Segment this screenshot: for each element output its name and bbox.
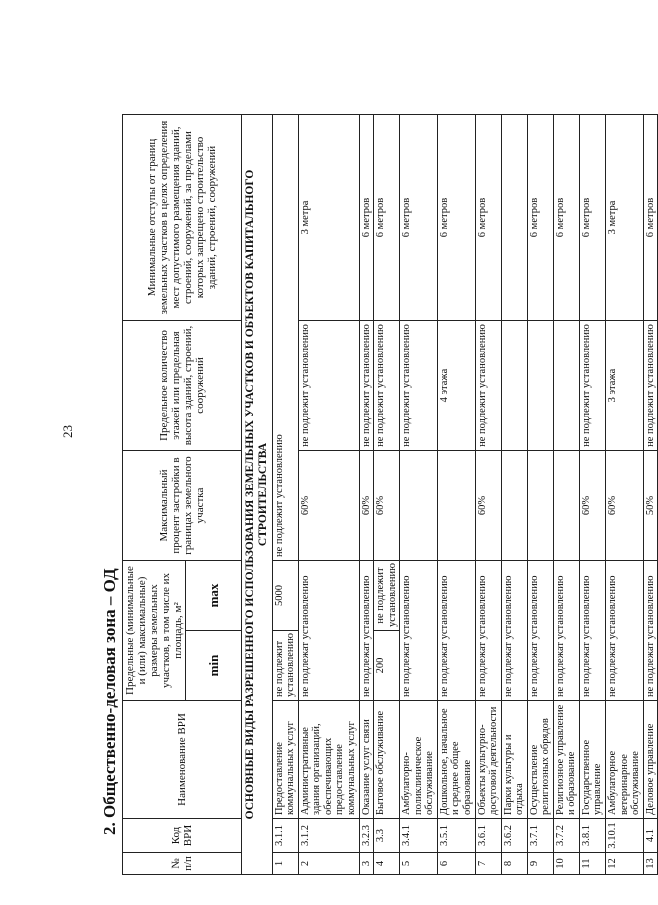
row-setback-empty — [501, 115, 527, 321]
row-num: 5 — [400, 853, 438, 875]
row-floors-empty — [553, 321, 579, 451]
row-merged: не подлежит установлению — [272, 115, 298, 561]
row-floors: не подлежит установлению — [400, 321, 438, 451]
row-code: 3.1.2 — [298, 819, 359, 853]
table-row — [437, 115, 475, 875]
row-floors: 4 этажа — [437, 321, 475, 451]
header-num: № п/п — [123, 853, 242, 875]
regulation-table-container — [122, 115, 658, 875]
row-name: Дошкольное, начальное и среднее общее образование — [437, 701, 475, 819]
row-size: не подлежат установлению — [437, 561, 475, 701]
row-max: не подлежит установлению — [374, 561, 400, 631]
row-setback: 6 метров — [643, 115, 658, 321]
row-setback: 6 метров — [579, 115, 605, 321]
row-percent: 60% — [374, 451, 400, 561]
row-size: не подлежат установлению — [475, 561, 501, 701]
row-percent-empty — [553, 451, 579, 561]
row-size: не подлежат установлению — [527, 561, 553, 701]
header-percent: Максимальный процент застройки в границах земельного участка — [123, 451, 242, 561]
row-num: 13 — [643, 853, 658, 875]
row-percent: 60% — [605, 451, 643, 561]
header-floors: Предельное количество этажей или предельная высота зданий, строений, сооружений — [123, 321, 242, 451]
row-name: Бытовое обслуживание — [374, 701, 400, 819]
row-floors: не подлежит установлению — [643, 321, 658, 451]
row-code: 3.5.1 — [437, 819, 475, 853]
table-row — [501, 115, 527, 875]
table-row — [359, 115, 374, 875]
row-size: не подлежат установлению — [298, 561, 359, 701]
row-code: 3.7.2 — [553, 819, 579, 853]
row-num: 8 — [501, 853, 527, 875]
header-max: max — [186, 561, 242, 631]
section-row — [242, 115, 272, 875]
regulation-table — [122, 114, 658, 875]
row-name: Предоставление коммунальных услуг — [272, 701, 298, 819]
table-row — [475, 115, 501, 875]
row-setback: 6 метров — [374, 115, 400, 321]
row-percent: 60% — [475, 451, 501, 561]
row-name: Государственное управление — [579, 701, 605, 819]
row-percent: 60% — [579, 451, 605, 561]
row-name: Парки культуры и отдыха — [501, 701, 527, 819]
row-setback: 6 метров — [475, 115, 501, 321]
row-num: 12 — [605, 853, 643, 875]
row-setback: 3 метра — [605, 115, 643, 321]
row-setback: 3 метра — [298, 115, 359, 321]
header-min: min — [186, 631, 242, 701]
row-min: не подлежит установлению — [272, 631, 298, 701]
table-row — [298, 115, 359, 875]
row-max: 5000 — [272, 561, 298, 631]
table-row — [272, 115, 298, 875]
row-num: 2 — [298, 853, 359, 875]
row-percent-empty — [527, 451, 553, 561]
row-setback: 6 метров — [527, 115, 553, 321]
row-percent-empty — [437, 451, 475, 561]
table-row — [579, 115, 605, 875]
row-code: 3.6.1 — [475, 819, 501, 853]
row-code: 3.4.1 — [400, 819, 438, 853]
row-code: 3.7.1 — [527, 819, 553, 853]
row-num: 6 — [437, 853, 475, 875]
table-row — [527, 115, 553, 875]
header-size-group: Предельные (минимальные и (или) максимальные) размеры земельных участков, в том числе их площадь, м² — [123, 561, 186, 701]
header-name: Наименование ВРИ — [123, 701, 242, 819]
row-setback: 6 метров — [553, 115, 579, 321]
row-num: 7 — [475, 853, 501, 875]
row-name: Амбулаторное ветеринарное обслуживание — [605, 701, 643, 819]
table-row — [643, 115, 658, 875]
row-name: Осуществление религиозных обрядов — [527, 701, 553, 819]
row-size: не подлежат установлению — [605, 561, 643, 701]
row-setback: 6 метров — [437, 115, 475, 321]
row-percent: 50% — [643, 451, 658, 561]
row-num: 10 — [553, 853, 579, 875]
table-row — [553, 115, 579, 875]
zone-title: 2. Общественно-деловая зона – ОД — [100, 568, 119, 835]
table-row — [400, 115, 438, 875]
row-num: 4 — [374, 853, 400, 875]
table-row — [605, 115, 643, 875]
header-row — [123, 115, 186, 875]
row-num: 9 — [527, 853, 553, 875]
row-name: Объекты культурно-досуговой деятельности — [475, 701, 501, 819]
row-num: 11 — [579, 853, 605, 875]
row-code: 3.3 — [374, 819, 400, 853]
header-setback: Минимальные отступы от границ земельных участков в целях определения мест допустимого размещения зданий, строений, сооружений, за пределами которых запрещено строительство зданий, строений, сооружений — [123, 115, 242, 321]
row-name: Деловое управление — [643, 701, 658, 819]
row-name: Амбулаторно-поликлиническое обслуживание — [400, 701, 438, 819]
table-row — [374, 115, 400, 875]
row-code: 3.1.1 — [272, 819, 298, 853]
row-code: 3.10.1 — [605, 819, 643, 853]
row-size: не подлежат установлению — [501, 561, 527, 701]
header-code: Код ВРИ — [123, 819, 242, 853]
row-name: Оказание услуг связи — [359, 701, 374, 819]
row-floors: 3 этажа — [605, 321, 643, 451]
row-percent: 60% — [298, 451, 359, 561]
page-number: 23 — [60, 425, 75, 438]
row-floors-empty — [527, 321, 553, 451]
row-name: Административные здания организаций, обеспечивающих предоставление коммунальных услуг — [298, 701, 359, 819]
row-code: 3.6.2 — [501, 819, 527, 853]
row-percent-empty — [501, 451, 527, 561]
row-num: 3 — [359, 853, 374, 875]
row-floors: не подлежит установлению — [579, 321, 605, 451]
row-size: не подлежат установлению — [579, 561, 605, 701]
row-code: 4.1 — [643, 819, 658, 853]
row-floors: не подлежит установлению — [298, 321, 359, 451]
row-floors: не подлежит установлению — [374, 321, 400, 451]
row-setback: 6 метров — [359, 115, 374, 321]
row-floors-empty — [501, 321, 527, 451]
section-title: ОСНОВНЫЕ ВИДЫ РАЗРЕШЕННОГО ИСПОЛЬЗОВАНИЯ ЗЕМЕЛЬНЫХ УЧАСТКОВ И ОБЪЕКТОВ КАПИТАЛЬНОГО СТРОИТЕЛЬСТВА — [242, 115, 272, 875]
row-code: 3.2.3 — [359, 819, 374, 853]
row-floors: не подлежит установлению — [359, 321, 374, 451]
row-size: не подлежат установлению — [400, 561, 438, 701]
row-size: не подлежат установлению — [553, 561, 579, 701]
row-name: Религиозное управление и образование — [553, 701, 579, 819]
row-num: 1 — [272, 853, 298, 875]
row-setback: 6 метров — [400, 115, 438, 321]
row-percent: 60% — [359, 451, 374, 561]
row-size: не подлежат установлению — [643, 561, 658, 701]
row-size: не подлежат установлению — [359, 561, 374, 701]
row-code: 3.8.1 — [579, 819, 605, 853]
row-floors: не подлежит установлению — [475, 321, 501, 451]
row-min: 200 — [374, 631, 400, 701]
row-percent-empty — [400, 451, 438, 561]
